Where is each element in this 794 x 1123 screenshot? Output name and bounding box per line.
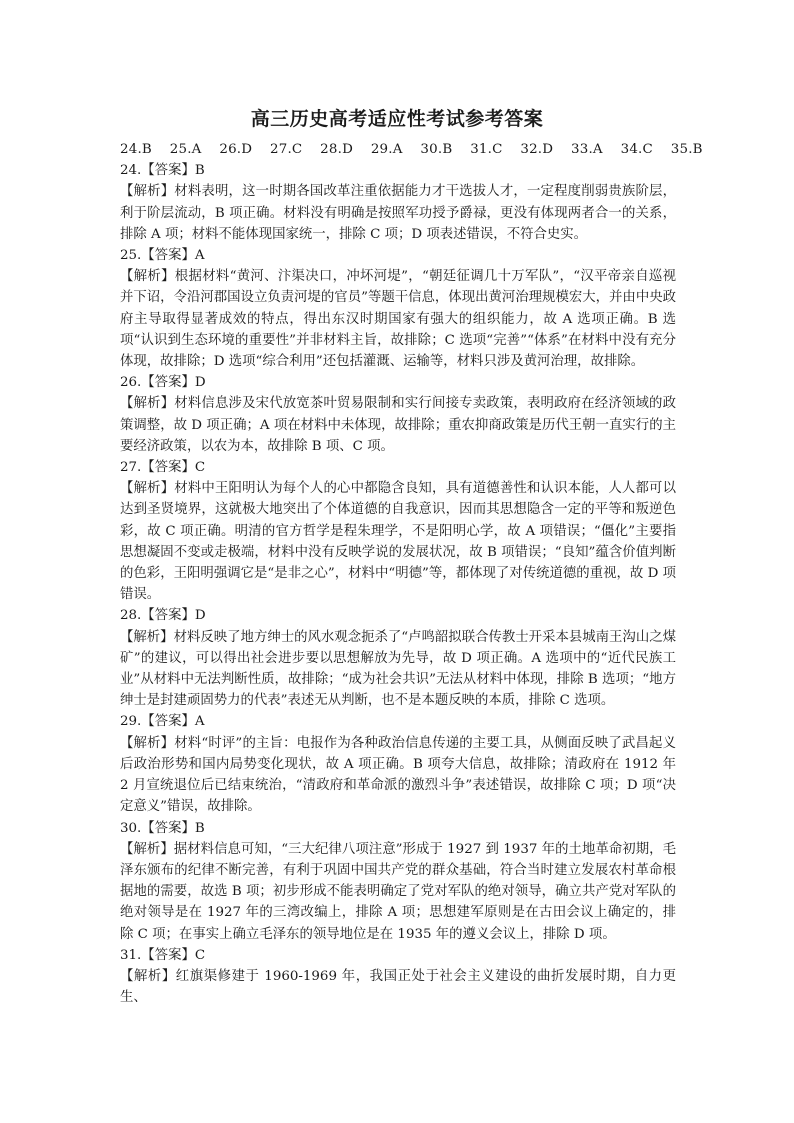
analysis-30: 【解析】据材料信息可知，“三大纪律八项注意”形成于 1927 到 1937 年的土地革命初期，毛泽东颁布的纪律不断完善，有利于巩固中国共产党的群众基础，符合当时建立发展农村革命根据地的需要，故选 B 项；初步形成不能表明确定了党对军队的绝对领导，确立共产党对军队的绝对领导是在 1927 年的三湾改编上，排除 A 项；思想建军原则是在古田会议上确定的，排除 C 项；在事实上确立毛泽东的领导地位是在 1935 年的遵义会议上，排除 D 项。	[120, 841, 676, 942]
analysis-24: 【解析】材料表明，这一时期各国改革注重依据能力才干选拔人才，一定程度削弱贵族阶层，利于阶层流动，B 项正确。材料没有明确是按照军功授予爵禄，更没有体现两者合一的关系，排除 A 项；材料不能体现国家统一，排除 C 项；D 项表述错误，不符合史实。	[120, 184, 676, 242]
page-title: 高三历史高考适应性考试参考答案	[250, 108, 544, 130]
analysis-26: 【解析】材料信息涉及宋代放宽茶叶贸易限制和实行间接专卖政策，表明政府在经济领域的政策调整，故 D 项正确；A 项在材料中未体现，故排除；重农抑商政策是历代王朝一直实行的主要经济政策，以农为本，故排除 B 项、C 项。	[120, 396, 676, 454]
answer-24: 24.【答案】B	[120, 163, 205, 179]
answer-31: 31.【答案】C	[120, 947, 206, 963]
answer-26: 26.【答案】D	[120, 375, 206, 391]
analysis-27: 【解析】材料中王阳明认为每个人的心中都隐含良知，具有道德善性和认识本能，人人都可以达到圣贤境界，这就极大地突出了个体道德的自我意识，因而其思想隐含一定的平等和叛逆色彩，故 C 项正确。明清的官方哲学是程朱理学，不是阳明心学，故 A 项错误；“僵化”主要指思想凝固不变或走极端，材料中没有反映学说的发展状况，故 B 项错误；“良知”蕴含价值判断的色彩，王阳明强调它是“是非之心”，材料中“明德”等，都体现了对传统道德的重视，故 D 项错误。	[120, 481, 676, 603]
analysis-31: 【解析】红旗渠修建于 1960-1969 年，我国正处于社会主义建设的曲折发展时期，自力更生、	[120, 968, 676, 1006]
analysis-29: 【解析】材料“时评”的主旨：电报作为各种政治信息传递的主要工具，从侧面反映了武昌起义后政治形势和国内局势变化现状，故 A 项正确。B 项夸大信息，故排除；清政府在 1912 年 2 月宣统退位后已结束统治，“清政府和革命派的激烈斗争”表述错误，故排除 C 项；D 项“决定意义”错误，故排除。	[120, 735, 676, 815]
answer-28: 28.【答案】D	[120, 608, 206, 624]
answer-25: 25.【答案】A	[120, 248, 205, 264]
analysis-25: 【解析】根据材料“黄河、汴渠决口，冲坏河堤”，“朝廷征调几十万军队”，“汉平帝亲自巡视并下诏，令沿河郡国设立负责河堤的官员”等题干信息，体现出黄河治理规模宏大，并由中央政府主导取得显著成效的特点，得出东汉时期国家有强大的组织能力，故 A 选项正确。B 选项“认识到生态环境的重要性”并非材料主旨，故排除；C 选项“完善”“体系”在材料中没有充分体现，故排除；D 选项“综合利用”还包括灌溉、运输等，材料只涉及黄河治理，故排除。	[120, 269, 676, 370]
answer-summary-line: 24.B 25.A 26.D 27.C 28.D 29.A 30.B 31.C 32.D 33.A 34.C 35.B	[120, 142, 703, 157]
answer-27: 27.【答案】C	[120, 460, 206, 476]
answer-29: 29.【答案】A	[120, 714, 205, 730]
answer-content	[120, 139, 703, 1008]
analysis-28: 【解析】材料反映了地方绅士的风水观念扼杀了“卢鸣韶拟联合传教士开采本县城南王沟山之煤矿”的建议，可以得出社会进步要以思想解放为先导，故 D 项正确。A 选项中的“近代民族工业”从材料中无法判断性质，故排除；“成为社会共识”无法从材料中体现，排除 B 选项；“地方绅士是封建顽固势力的代表”表述无从判断，也不是本题反映的本质，排除 C 选项。	[120, 629, 676, 709]
answer-30: 30.【答案】B	[120, 820, 205, 836]
